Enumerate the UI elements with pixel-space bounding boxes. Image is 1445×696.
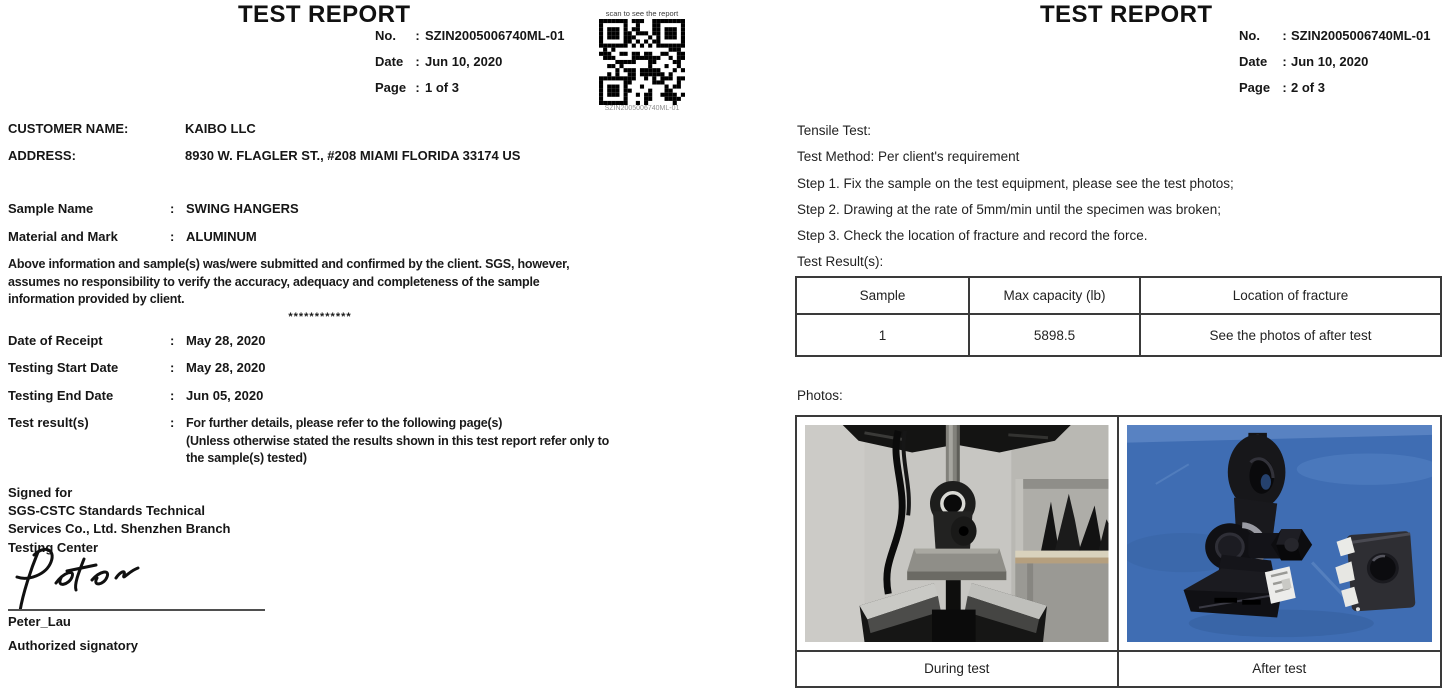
page-label: Page	[375, 80, 407, 95]
test-method-line: Test Method: Per client's requirement	[797, 149, 1020, 165]
step-3-line: Step 3. Check the location of fracture and record the force.	[797, 228, 1148, 244]
report-page-value: 2 of 3	[1291, 80, 1325, 95]
photo-caption-row	[797, 650, 1440, 686]
disclaimer-line-1: Above information and sample(s) was/were submitted and confirmed by the client. SGS, however,	[8, 257, 570, 271]
report-page-2	[790, 0, 1445, 696]
page1-meta-block	[375, 28, 564, 106]
report-no-value: SZIN2005006740ML-01	[1291, 28, 1431, 43]
qr-caption-bottom: SZIN2005006740ML-01	[604, 105, 680, 112]
org-line-3: Testing Center	[8, 539, 99, 555]
date-of-receipt-colon: :	[170, 333, 175, 348]
report-page-value: 1 of 3	[425, 80, 459, 95]
caption-during-test: During test	[797, 652, 1119, 686]
result-table	[795, 276, 1442, 357]
test-results-heading: Test Result(s):	[797, 254, 884, 270]
material-value: ALUMINUM	[186, 229, 257, 244]
page-colon: :	[1282, 80, 1287, 95]
photo-table	[795, 415, 1442, 688]
qr-code	[599, 19, 685, 105]
report-date-value: Jun 10, 2020	[1291, 54, 1369, 69]
testing-start-label: Testing Start Date	[8, 360, 119, 375]
photo-cell-during	[797, 417, 1119, 650]
material-label: Material and Mark	[8, 229, 118, 244]
address-value: 8930 W. FLAGLER ST., #208 MIAMI FLORIDA 33174 US	[185, 148, 521, 163]
signed-for-line: Signed for	[8, 485, 73, 500]
testing-start-row	[8, 360, 266, 375]
test-result-line-1: For further details, please refer to the following page(s)	[186, 416, 503, 430]
date-label: Date	[375, 54, 404, 69]
customer-name-row	[8, 121, 256, 136]
date-label: Date	[1239, 54, 1268, 69]
page1-title: TEST REPORT	[238, 1, 411, 28]
address-row	[8, 148, 520, 163]
material-colon: :	[170, 229, 175, 244]
cell-max-capacity: 5898.5	[969, 314, 1140, 356]
testing-start-colon: :	[170, 360, 175, 375]
page-label: Page	[1239, 80, 1271, 95]
step-1-line: Step 1. Fix the sample on the test equipment, please see the test photos;	[797, 175, 1234, 191]
tensile-section	[797, 118, 1234, 276]
result-table-data-row	[796, 314, 1441, 356]
address-label: ADDRESS:	[8, 148, 76, 163]
testing-end-colon: :	[170, 388, 175, 403]
report-date-row	[375, 54, 564, 80]
page-colon: :	[415, 80, 420, 95]
report-date-value: Jun 10, 2020	[425, 54, 503, 69]
sample-name-row	[8, 201, 299, 216]
disclaimer-line-2: assumes no responsibility to verify the accuracy, adequacy and completeness of the sample	[8, 274, 540, 289]
page2-meta-block	[1239, 28, 1430, 106]
report-no-row	[375, 28, 564, 54]
photo-after-test	[1127, 425, 1433, 642]
date-colon: :	[415, 54, 420, 69]
report-page-1	[0, 0, 700, 696]
signer-name: Peter_Lau	[8, 614, 71, 629]
sample-name-colon: :	[170, 201, 175, 216]
report-date-row	[1239, 54, 1430, 80]
signature-rule	[8, 609, 265, 611]
testing-end-label: Testing End Date	[8, 388, 114, 403]
step-2-line: Step 2. Drawing at the rate of 5mm/min until the specimen was broken;	[797, 201, 1221, 217]
signature-handwriting	[4, 543, 184, 611]
org-line-1: SGS-CSTC Standards Technical	[8, 503, 205, 519]
page2-title: TEST REPORT	[1040, 1, 1213, 28]
no-colon: :	[1282, 28, 1287, 43]
date-of-receipt-value: May 28, 2020	[186, 333, 266, 348]
header-max-capacity: Max capacity (lb)	[969, 277, 1140, 314]
test-result-line-3: the sample(s) tested)	[186, 451, 307, 466]
header-location: Location of fracture	[1140, 277, 1441, 314]
org-line-2: Services Co., Ltd. Shenzhen Branch	[8, 521, 231, 537]
testing-start-value: May 28, 2020	[186, 360, 266, 375]
test-result-label: Test result(s)	[8, 415, 89, 430]
cell-sample: 1	[796, 314, 969, 356]
report-no-row	[1239, 28, 1430, 54]
signer-role: Authorized signatory	[8, 638, 139, 653]
customer-name-value: KAIBO LLC	[185, 121, 256, 136]
date-of-receipt-row	[8, 333, 266, 348]
report-page-row	[1239, 80, 1430, 106]
photo-during-test	[805, 425, 1109, 642]
caption-after-test: After test	[1252, 661, 1307, 676]
test-result-colon: :	[170, 415, 175, 430]
date-colon: :	[1282, 54, 1287, 69]
photo-row	[797, 417, 1440, 650]
report-page-row	[375, 80, 564, 106]
test-result-line-2: (Unless otherwise stated the results shown in this test report refer only to	[186, 433, 610, 448]
disclaimer-line-3: information provided by client.	[8, 292, 185, 307]
photos-label: Photos:	[797, 388, 843, 403]
photo-cell-after	[1119, 417, 1441, 650]
qr-block	[595, 9, 689, 112]
date-of-receipt-label: Date of Receipt	[8, 333, 103, 348]
no-colon: :	[415, 28, 420, 43]
no-label: No.	[1239, 28, 1260, 43]
no-label: No.	[375, 28, 396, 43]
separator-asterisks: ************	[288, 311, 352, 323]
disclaimer	[8, 256, 696, 309]
qr-caption-top: scan to see the report	[605, 9, 679, 18]
testing-end-row	[8, 388, 263, 403]
material-row	[8, 229, 257, 244]
sample-name-value: SWING HANGERS	[186, 201, 299, 216]
test-result-value	[186, 415, 609, 468]
header-sample: Sample	[796, 277, 969, 314]
test-result-row	[8, 415, 609, 468]
sample-name-label: Sample Name	[8, 201, 94, 216]
customer-name-label: CUSTOMER NAME:	[8, 121, 129, 136]
tensile-heading: Tensile Test:	[797, 123, 872, 138]
testing-end-value: Jun 05, 2020	[186, 388, 264, 403]
cell-location: See the photos of after test	[1140, 314, 1441, 356]
result-table-header-row	[796, 277, 1441, 314]
report-no-value: SZIN2005006740ML-01	[425, 28, 565, 43]
